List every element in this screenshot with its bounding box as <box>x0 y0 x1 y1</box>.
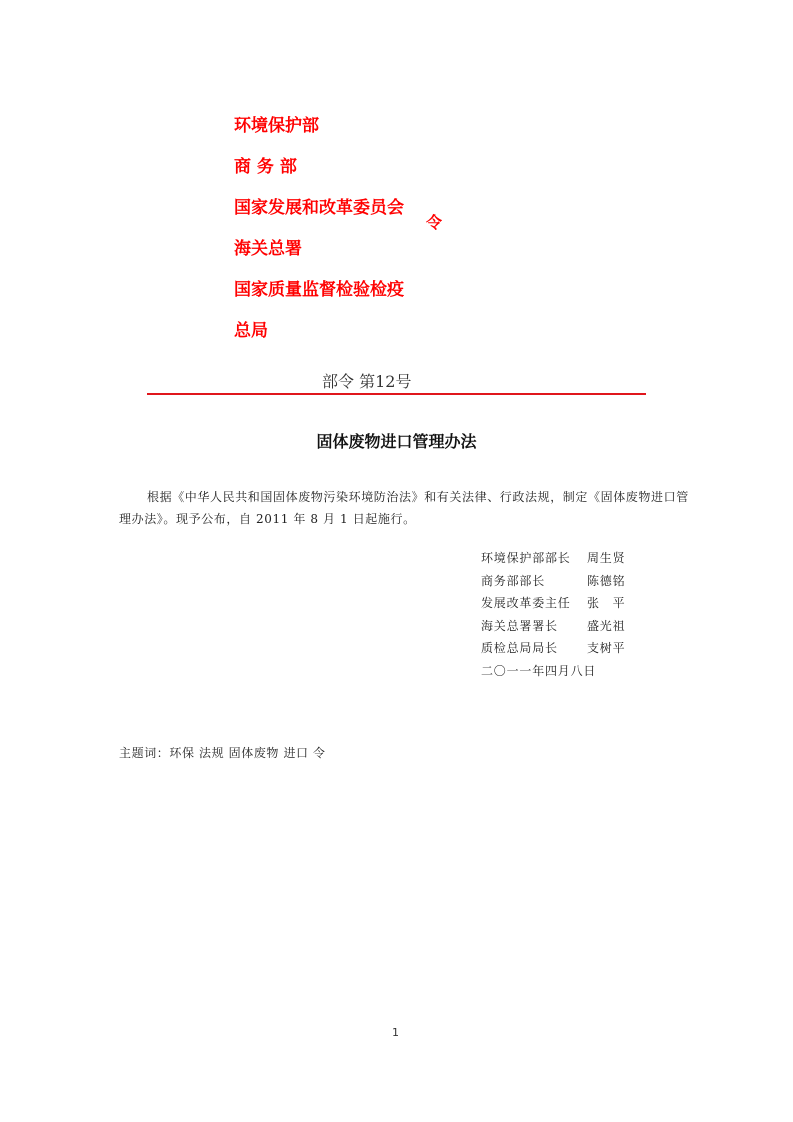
signer-title: 海关总署署长 <box>481 618 558 633</box>
signer-title: 质检总局局长 <box>481 641 558 655</box>
issuer-customs: 海关总署 <box>234 239 302 259</box>
signer-name: 陈德铭 <box>587 573 626 588</box>
order-number: 部令 第12号 <box>322 372 412 391</box>
page-number: 1 <box>392 1026 399 1039</box>
signer-row <box>481 637 625 660</box>
issuer-ndrc: 国家发展和改革委员会 <box>234 198 404 218</box>
signer-row <box>481 592 625 615</box>
issuer-mep: 环境保护部 <box>234 116 319 136</box>
order-suffix: 令 <box>426 213 443 232</box>
issuer-aqsiq-line2: 总局 <box>234 321 268 341</box>
signer-row <box>481 570 625 593</box>
body-paragraph: 根据《中华人民共和国固体废物污染环境防治法》和有关法律、行政法规，制定《固体废物进口管理办法》。现予公布，自 2011 年 8 月 1 日起施行。 <box>119 490 689 526</box>
subject-keywords: 主题词：环保 法规 固体废物 进口 令 <box>119 746 326 760</box>
signer-row <box>481 615 625 638</box>
header-divider <box>147 393 646 395</box>
document-title: 固体废物进口管理办法 <box>316 432 477 451</box>
issuer-mofcom: 商 务 部 <box>234 157 297 177</box>
signature-block <box>481 547 625 682</box>
issue-date: 二〇一一年四月八日 <box>481 663 597 678</box>
signer-name: 周生贤 <box>587 551 626 565</box>
signer-name: 盛光祖 <box>587 618 626 633</box>
signer-name: 张 平 <box>587 596 626 610</box>
signer-title: 环境保护部部长 <box>481 551 571 565</box>
signer-row <box>481 547 625 570</box>
signer-name: 支树平 <box>587 641 626 655</box>
issuing-authorities <box>234 106 404 352</box>
issuer-aqsiq-line1: 国家质量监督检验检疫 <box>234 280 404 300</box>
signer-title: 发展改革委主任 <box>481 596 571 610</box>
signer-title: 商务部部长 <box>481 573 546 588</box>
